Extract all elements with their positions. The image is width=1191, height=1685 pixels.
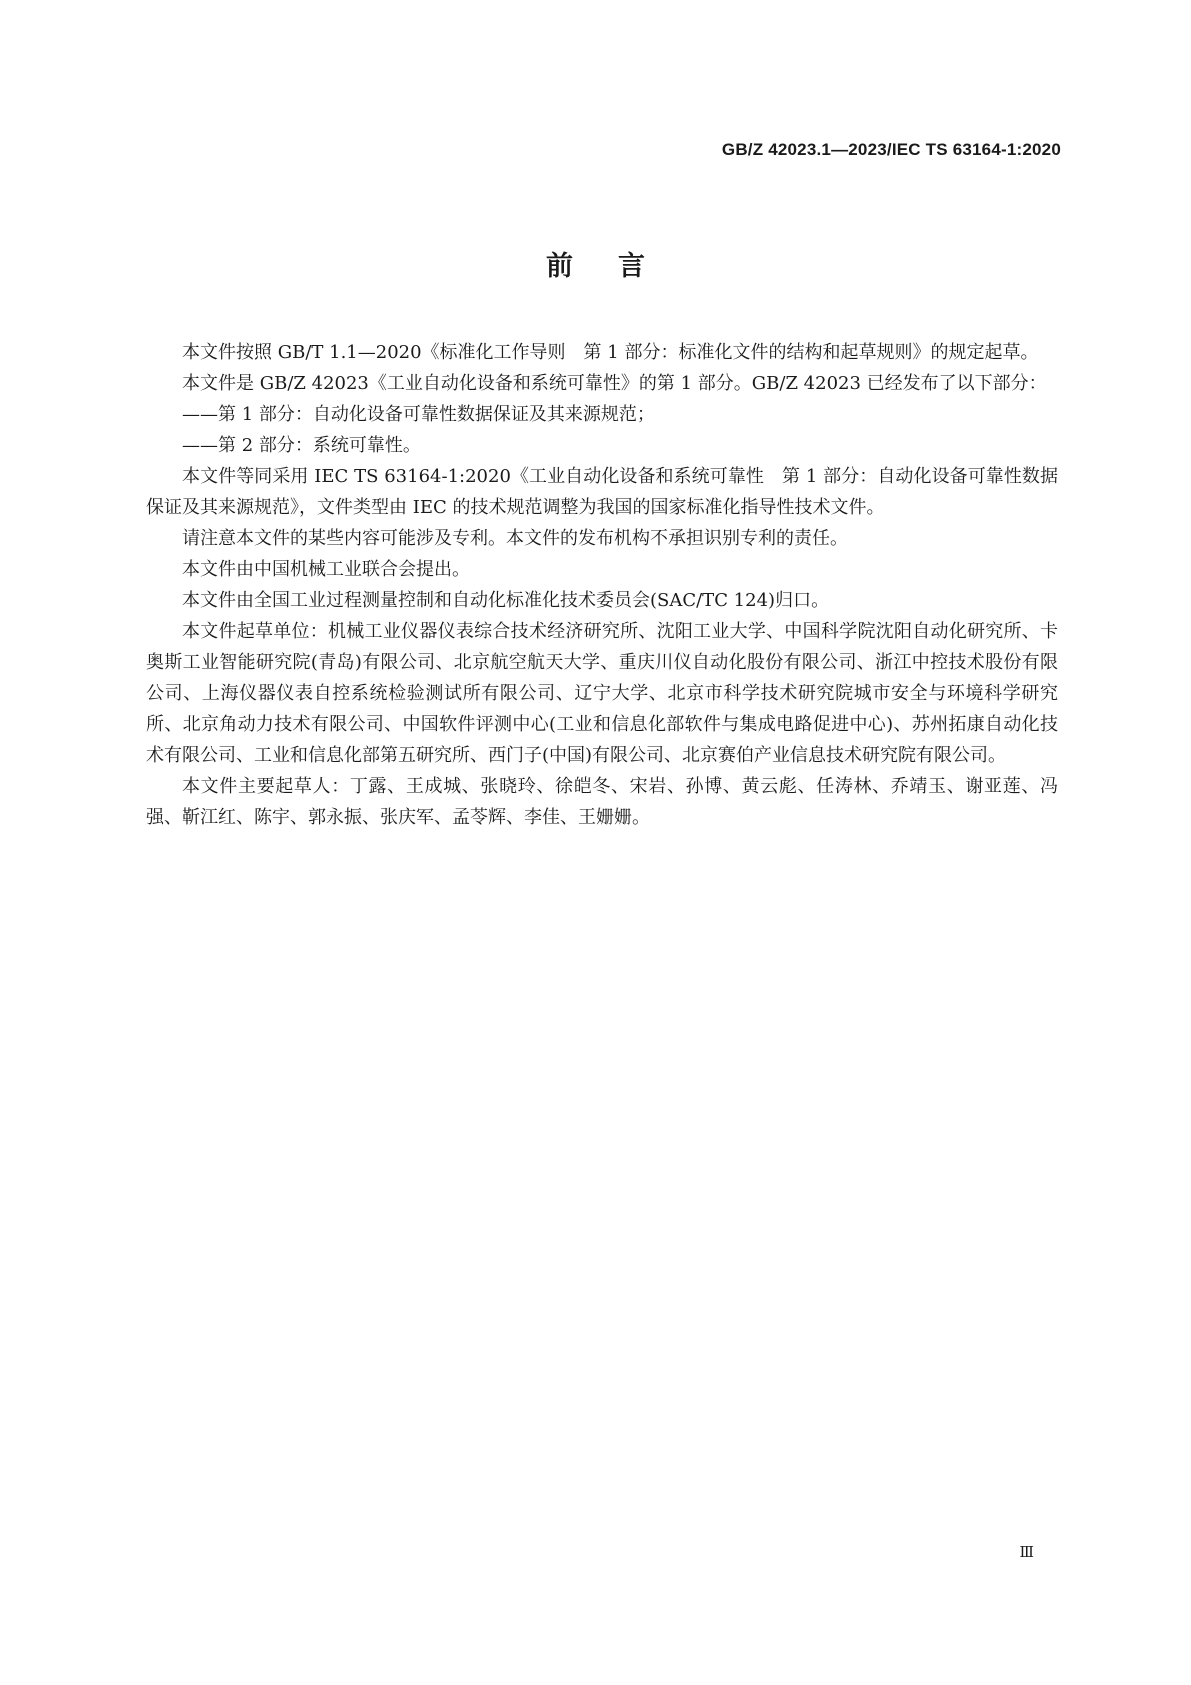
page-title: 前言: [546, 251, 690, 282]
paragraph-drafting-rules: 本文件按照 GB/T 1.1—2020《标准化工作导则 第 1 部分：标准化文件的结构和起草规则》的规定起草。: [182, 342, 1039, 363]
list-item-part-2: ——第 2 部分：系统可靠性。: [182, 435, 421, 456]
paragraph-proposer: 本文件由中国机械工业联合会提出。: [182, 559, 470, 580]
document-code: GB/Z 42023.1—2023/IEC TS 63164-1:2020: [721, 140, 1061, 159]
paragraph-patent-notice: 请注意本文件的某些内容可能涉及专利。本文件的发布机构不承担识别专利的责任。: [182, 528, 848, 549]
document-body: [146, 337, 1058, 833]
page-number: Ⅲ: [1019, 1543, 1034, 1561]
paragraph-committee: 本文件由全国工业过程测量控制和自动化标准化技术委员会(SAC/TC 124)归口。: [182, 590, 830, 611]
paragraph-drafting-units: 本文件起草单位：机械工业仪器仪表综合技术经济研究所、沈阳工业大学、中国科学院沈阳自动化研究所、卡奥斯工业智能研究院(青岛)有限公司、北京航空航天大学、重庆川仪自动化股份有限公司、浙江中控技术股份有限公司、上海仪器仪表自控系统检验测试所有限公司、辽宁大学、北京市科学技术研究院城市安全与环境科学研究所、北京角动力技术有限公司、中国软件评测中心(工业和信息化部软件与集成电路促进中心)、苏州拓康自动化技术有限公司、工业和信息化部第五研究所、西门子(中国)有限公司、北京赛伯产业信息技术研究院有限公司。: [146, 621, 1058, 766]
list-item-part-1: ——第 1 部分：自动化设备可靠性数据保证及其来源规范；: [182, 404, 655, 425]
paragraph-part-info: 本文件是 GB/Z 42023《工业自动化设备和系统可靠性》的第 1 部分。GB/Z 42023 已经发布了以下部分：: [182, 373, 1047, 394]
paragraph-drafters: 本文件主要起草人：丁露、王成城、张晓玲、徐皑冬、宋岩、孙博、黄云彪、任涛林、乔靖玉、谢亚莲、冯强、靳江红、陈宇、郭永振、张庆军、孟苓辉、李佳、王姗姗。: [146, 776, 1058, 828]
paragraph-adoption: 本文件等同采用 IEC TS 63164-1:2020《工业自动化设备和系统可靠性 第 1 部分：自动化设备可靠性数据保证及其来源规范》，文件类型由 IEC 的技术规范调整为我国的国家标准化指导性技术文件。: [146, 466, 1058, 518]
